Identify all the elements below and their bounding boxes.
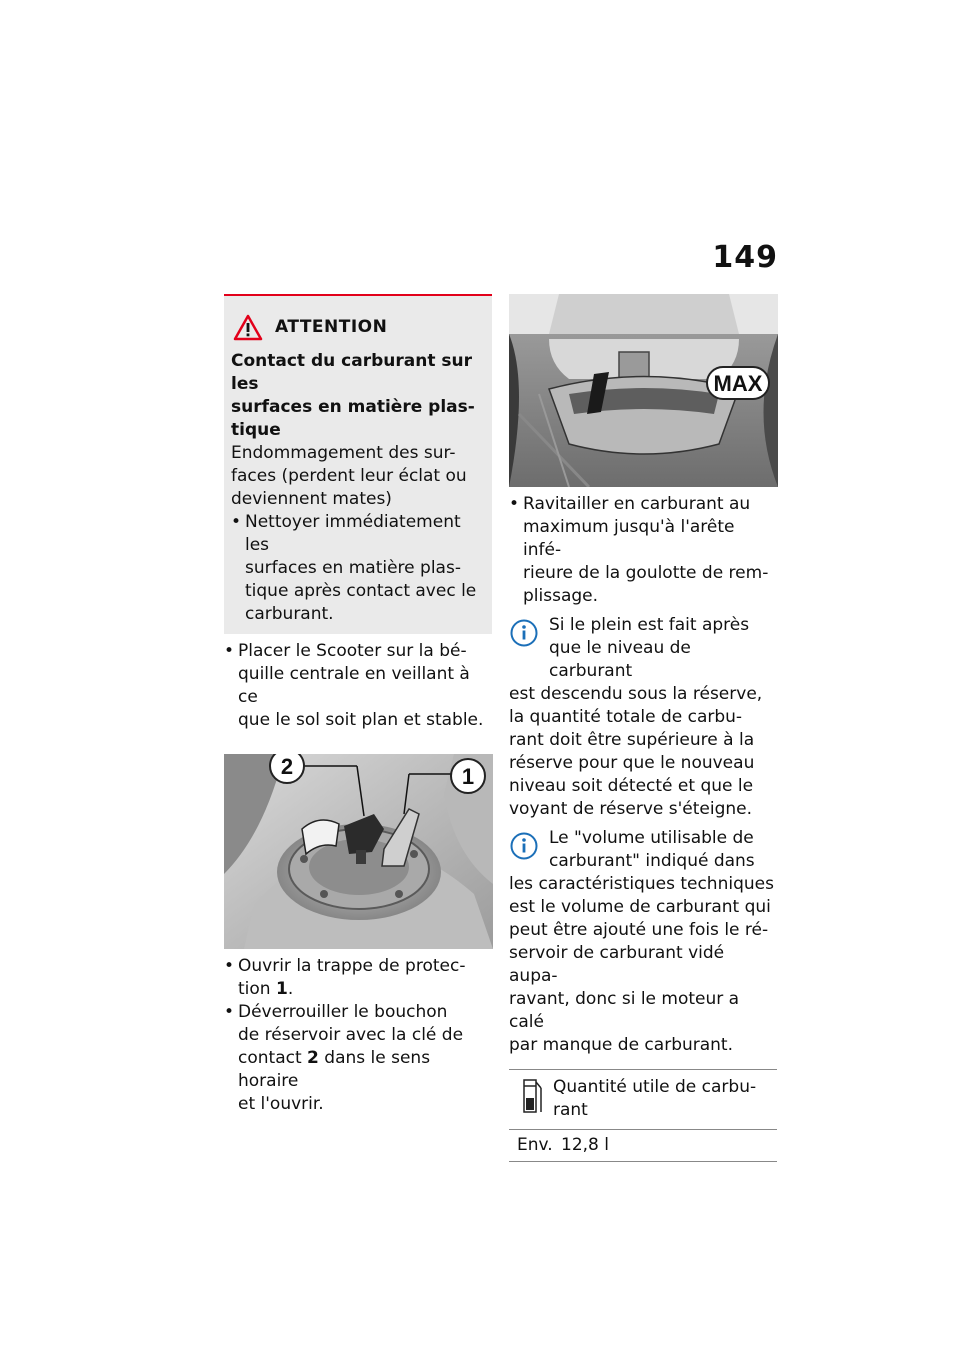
step-line: • Ouvrir la trappe de protec- (238, 956, 466, 976)
step-text: . (287, 979, 294, 999)
fuel-spec-table (509, 1069, 777, 1162)
warning-subject (231, 350, 486, 442)
warning-action-line: surfaces en matière plas- (245, 558, 461, 578)
step-line: • Ravitailler en carburant au (523, 494, 751, 514)
spec-label (553, 1070, 777, 1130)
info-text (509, 614, 777, 821)
info-line: Si le plein est fait après (549, 615, 750, 635)
left-column (224, 294, 492, 1116)
warning-action (231, 511, 486, 626)
step-line: quille centrale en veillant à ce (238, 664, 470, 707)
spec-label-line: Quantité utile de carbu- (553, 1077, 757, 1097)
max-label: MAX (713, 371, 763, 396)
warning-subject-line: tique (231, 420, 281, 440)
step-line (238, 978, 492, 1001)
spec-icon-cell (509, 1070, 553, 1130)
warning-consequence (231, 442, 486, 511)
info-note-reserve (509, 614, 777, 821)
step-line (238, 1047, 492, 1093)
info-line: niveau soit détecté et que le (509, 776, 754, 796)
warning-subject-line: surfaces en matière plas- (231, 397, 475, 417)
spec-value-row (509, 1130, 777, 1162)
step-text: tion (238, 979, 276, 999)
info-text (509, 827, 777, 1057)
step-line: • Placer le Scooter sur la bé- (238, 641, 467, 661)
spec-label-line: rant (553, 1100, 588, 1120)
step-refuel (509, 493, 777, 608)
callout-2: 2 (280, 754, 294, 779)
step-ref-number: 1 (275, 979, 288, 999)
info-icon (509, 831, 539, 861)
step-line: que le sol soit plan et stable. (238, 710, 484, 730)
warning-consequence-line: faces (perdent leur éclat ou (231, 466, 467, 486)
step-text: dans le sens horaire (238, 1048, 431, 1091)
warning-action-line: tique après contact avec le (245, 581, 477, 601)
step-line: maximum jusqu'à l'arête infé- (523, 517, 735, 560)
warning-triangle-icon (233, 314, 263, 341)
info-line: que le niveau de carburant (549, 638, 691, 681)
info-note-usable-volume (509, 827, 777, 1057)
info-line: est descendu sous la réserve, (509, 684, 763, 704)
callout-1: 1 (461, 764, 475, 789)
info-line: les caractéristiques techniques (509, 874, 774, 894)
info-line: voyant de réserve s'éteigne. (509, 799, 753, 819)
fuel-cap-illustration (224, 754, 493, 949)
filler-neck-illustration (509, 294, 778, 487)
info-line: la quantité totale de carbu- (509, 707, 743, 727)
right-column (509, 294, 777, 1162)
step-open-flap (224, 955, 492, 1001)
info-icon (509, 618, 539, 648)
step-text: contact (238, 1048, 308, 1068)
warning-box (224, 294, 492, 634)
spec-header-row (509, 1070, 777, 1130)
info-line: peut être ajouté une fois le ré- (509, 920, 769, 940)
step-line: et l'ouvrir. (238, 1094, 324, 1114)
step-line: plissage. (523, 586, 599, 606)
warning-consequence-line: Endommagement des sur- (231, 443, 456, 463)
filler-neck-photo (509, 294, 778, 487)
step-line: rieure de la goulotte de rem- (523, 563, 769, 583)
info-line: servoir de carburant vidé aupa- (509, 943, 725, 986)
page-number: 149 (712, 240, 778, 275)
info-line: est le volume de carburant qui (509, 897, 771, 917)
step-place-scooter (224, 640, 492, 732)
spec-prefix: Env. (509, 1130, 553, 1162)
info-line: carburant" indiqué dans (549, 851, 755, 871)
warning-consequence-line: deviennent mates) (231, 489, 392, 509)
info-line: ravant, donc si le moteur a calé (509, 989, 740, 1032)
warning-subject-line: Contact du carburant sur les (231, 351, 472, 394)
warning-action-line: carburant. (245, 604, 334, 624)
fuel-pump-icon (518, 1076, 544, 1116)
info-line: par manque de carburant. (509, 1035, 734, 1055)
step-line: • Déverrouiller le bouchon (238, 1002, 448, 1022)
warning-title: ATTENTION (275, 317, 388, 337)
info-line: rant doit être supérieure à la (509, 730, 755, 750)
warning-header (231, 312, 486, 342)
info-line: réserve pour que le nouveau (509, 753, 755, 773)
step-ref-number: 2 (307, 1048, 319, 1068)
step-line: de réservoir avec la clé de (238, 1025, 464, 1045)
spec-value: 12,8 l (553, 1130, 777, 1162)
step-unlock-cap (224, 1001, 492, 1116)
fuel-cap-photo (224, 754, 493, 949)
info-line: Le "volume utilisable de (549, 828, 754, 848)
warning-action-line: • Nettoyer immédiatement les (245, 512, 461, 555)
